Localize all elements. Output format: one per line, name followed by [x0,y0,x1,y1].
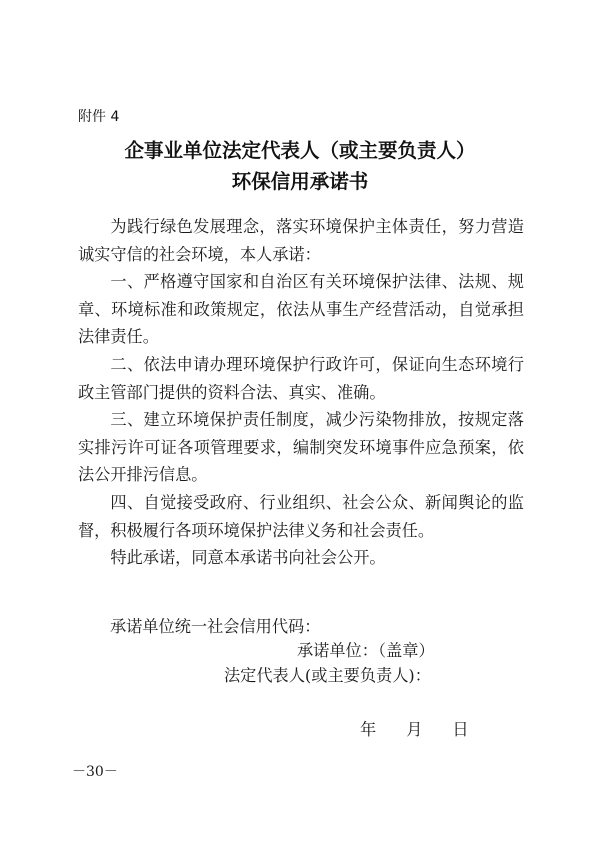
closing-paragraph: 特此承诺，同意本承诺书向社会公开。 [110,548,386,568]
legal-representative-label: 法定代表人(或主要负责人)： [224,666,431,685]
date-month: 月 [406,720,423,739]
date-line [360,716,469,740]
date-day: 日 [452,720,469,739]
document-title-line-1: 企事业单位法定代表人（或主要负责人） [124,139,476,162]
document-title-line-2: 环保信用承诺书 [231,170,369,193]
credit-code-label: 承诺单位统一社会信用代码： [110,617,321,636]
commitment-item-2: 二、依法申请办理环境保护行政许可，保证向生态环境行政主管部门提供的资料合法、真实、准确。 [78,354,524,402]
unit-seal-label: 承诺单位：（盖章） [297,641,435,660]
page-number: －30－ [72,764,118,780]
intro-paragraph: 为践行绿色发展理念，落实环境保护主体责任，努力营造诚实守信的社会环境，本人承诺： [78,217,524,264]
commitment-item-1: 一、严格遵守国家和自治区有关环境保护法律、法规、规章、环境标准和政策规定，依法从事生产经营活动，自觉承担法律责任。 [78,272,524,347]
commitment-item-4: 四、自觉接受政府、行业组织、社会公众、新闻舆论的监督，积极履行各项环境保护法律义务和社会责任。 [78,492,524,540]
commitment-item-3: 三、建立环境保护责任制度，减少污染物排放，按规定落实排污许可证各项管理要求，编制突发环境事件应急预案，依法公开排污信息。 [78,410,524,485]
date-year: 年 [360,720,377,739]
commitment-body [78,213,524,572]
attachment-label: 附件 4 [78,109,120,125]
